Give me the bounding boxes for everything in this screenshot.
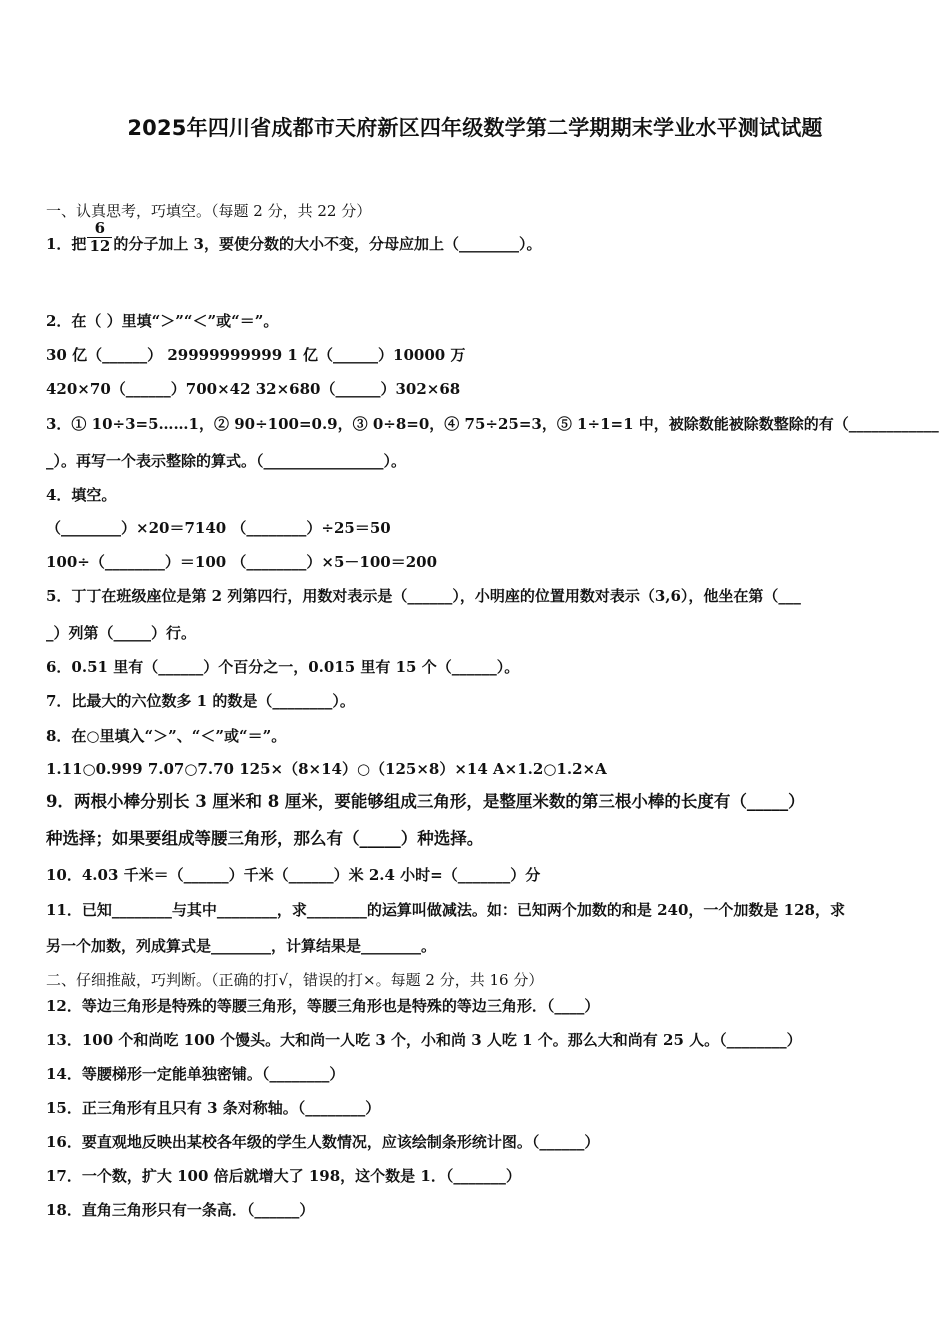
question-17: 17．一个数，扩大 100 倍后就增大了 198，这个数是 1．（_______） (46, 1167, 521, 1185)
question-2-line-a: 30 亿（______） 29999999999 1 亿（______）10000 万 (46, 346, 466, 364)
question-4: 4．填空。 (46, 486, 117, 504)
question-4-line-a: （________）×20＝7140 （________）÷25＝50 (46, 519, 391, 537)
question-12: 12．等边三角形是特殊的等腰三角形，等腰三角形也是特殊的等边三角形．（____） (46, 997, 600, 1015)
question-1-text: 的分子加上 3，要使分数的大小不变，分母应加上（________）。 (113, 235, 542, 253)
question-10: 10．4.03 千米＝（______）千米（______）米 2.4 小时=（_______）分 (46, 866, 541, 884)
question-11-line-b: 另一个加数，列成算式是________，计算结果是________。 (46, 937, 437, 955)
question-9-line-b: 种选择；如果要组成等腰三角形，那么有（_____）种选择。 (46, 829, 484, 848)
question-2-line-b: 420×70（______）700×42 32×680（______）302×68 (46, 380, 461, 398)
question-9-line-a: 9．两根小棒分别长 3 厘米和 8 厘米，要能够组成三角形，是整厘米数的第三根小棒的长度有（_____） (46, 792, 805, 811)
question-3-line-b: _）。再写一个表示整除的算式。（________________）。 (46, 452, 407, 470)
section-1-heading: 一、认真思考，巧填空。（每题 2 分，共 22 分） (46, 202, 372, 220)
page-title: 2025年四川省成都市天府新区四年级数学第二学期期末学业水平测试试题 (127, 116, 823, 140)
question-13: 13．100 个和尚吃 100 个馒头。大和尚一人吃 3 个，小和尚 3 人吃 1 个。那么大和尚有 25 人。（________） (46, 1031, 802, 1049)
question-3-line-a: 3．① 10÷3=5……1，② 90÷100=0.9，③ 0÷8=0，④ 75÷25=3，⑤ 1÷1=1 中，被除数能被除数整除的有（____________ (46, 415, 939, 433)
question-16: 16．要直观地反映出某校各年级的学生人数情况，应该绘制条形统计图。（______） (46, 1133, 600, 1151)
question-5-line-b: _）列第（_____）行。 (46, 624, 197, 642)
question-7: 7．比最大的六位数多 1 的数是（________）。 (46, 692, 355, 710)
question-2: 2．在（ ）里填“＞”“＜”或“＝”。 (46, 312, 279, 330)
fraction (87, 220, 112, 255)
fraction-numerator: 6 (94, 218, 106, 237)
question-4-line-b: 100÷（________）＝100 （________）×5－100＝200 (46, 553, 438, 571)
question-15: 15．正三角形有且只有 3 条对称轴。（________） (46, 1099, 381, 1117)
question-6: 6．0.51 里有（______）个百分之一，0.015 里有 15 个（______）。 (46, 658, 520, 676)
question-1-prefix: 1．把 (46, 235, 87, 253)
question-1 (46, 218, 910, 263)
question-8-line-a: 1.11○0.999 7.07○7.70 125×（8×14）○（125×8）×14 A×1.2○1.2×A (46, 760, 607, 778)
fraction-denominator: 12 (89, 236, 111, 255)
question-11-line-a: 11．已知________与其中________，求________的运算叫做减法。如：已知两个加数的和是 240，一个加数是 128，求 (46, 901, 845, 919)
question-8: 8．在○里填入“＞”、“＜”或“＝”。 (46, 727, 287, 745)
question-5-line-a: 5．丁丁在班级座位是第 2 列第四行，用数对表示是（______），小明座的位置用数对表示（3,6），他坐在第（___ (46, 587, 801, 605)
section-2-heading: 二、仔细推敲，巧判断。（正确的打√，错误的打×。每题 2 分，共 16 分） (46, 971, 544, 989)
question-18: 18．直角三角形只有一条高．（______） (46, 1201, 315, 1219)
question-14: 14．等腰梯形一定能单独密铺。（________） (46, 1065, 345, 1083)
